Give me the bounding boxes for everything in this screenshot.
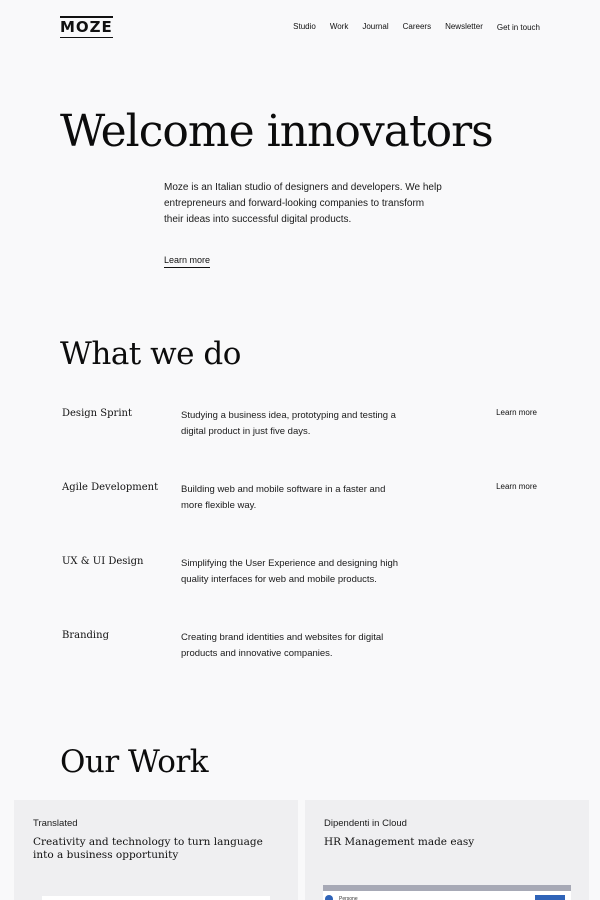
hero-learn-more-link[interactable]: Learn more (164, 255, 210, 268)
work-card-headline: Creativity and technology to turn language into a business opportunity (33, 836, 263, 861)
service-name: Design Sprint (62, 408, 132, 419)
moze-logo[interactable]: MOZE (60, 18, 113, 36)
project-preview-image (323, 885, 571, 900)
service-ux-ui-design (62, 556, 542, 606)
nav-journal[interactable]: Journal (362, 22, 389, 31)
nav-work[interactable]: Work (329, 22, 349, 31)
service-branding (62, 630, 542, 680)
service-desc: Studying a business idea, prototyping and testing a digital product in just five days. (181, 410, 396, 437)
work-card-client: Translated (33, 818, 78, 829)
service-agile-development (62, 482, 542, 532)
site-header (0, 0, 600, 60)
work-card-dipendenti-in-cloud[interactable] (305, 800, 589, 900)
hero-title: Welcome innovators (60, 106, 493, 157)
service-learn-more-link[interactable]: Learn more (496, 408, 537, 417)
what-we-do-title: What we do (60, 336, 241, 372)
our-work-title: Our Work (60, 744, 209, 780)
user-avatar-icon (325, 895, 333, 900)
service-design-sprint (62, 408, 542, 458)
service-name: Agile Development (62, 482, 159, 493)
nav-newsletter[interactable]: Newsletter (445, 22, 483, 31)
service-desc: Simplifying the User Experience and designing high quality interfaces for web and mobile products. (181, 558, 399, 585)
nav-careers[interactable]: Careers (402, 22, 432, 31)
service-name: Branding (62, 630, 109, 641)
hero-text: Moze is an Italian studio of designers and developers. We help entrepreneurs and forward-looking companies to transform their ideas into successful digital products. (164, 182, 442, 225)
nav-get-in-touch[interactable]: Get in touch (496, 23, 540, 32)
project-preview-image (42, 896, 270, 900)
service-desc: Building web and mobile software in a faster and more flexible way. (181, 484, 386, 511)
service-name: UX & UI Design (62, 556, 144, 567)
preview-label: Persone (339, 896, 358, 900)
nav-studio[interactable]: Studio (293, 22, 316, 31)
work-card-translated[interactable] (14, 800, 298, 900)
main-nav (293, 22, 540, 32)
service-learn-more-link[interactable]: Learn more (496, 482, 537, 491)
preview-button (535, 895, 565, 900)
work-card-client: Dipendenti in Cloud (324, 818, 407, 829)
work-card-headline: HR Management made easy (324, 836, 475, 848)
service-desc: Creating brand identities and websites for digital products and innovative companies. (181, 632, 384, 659)
